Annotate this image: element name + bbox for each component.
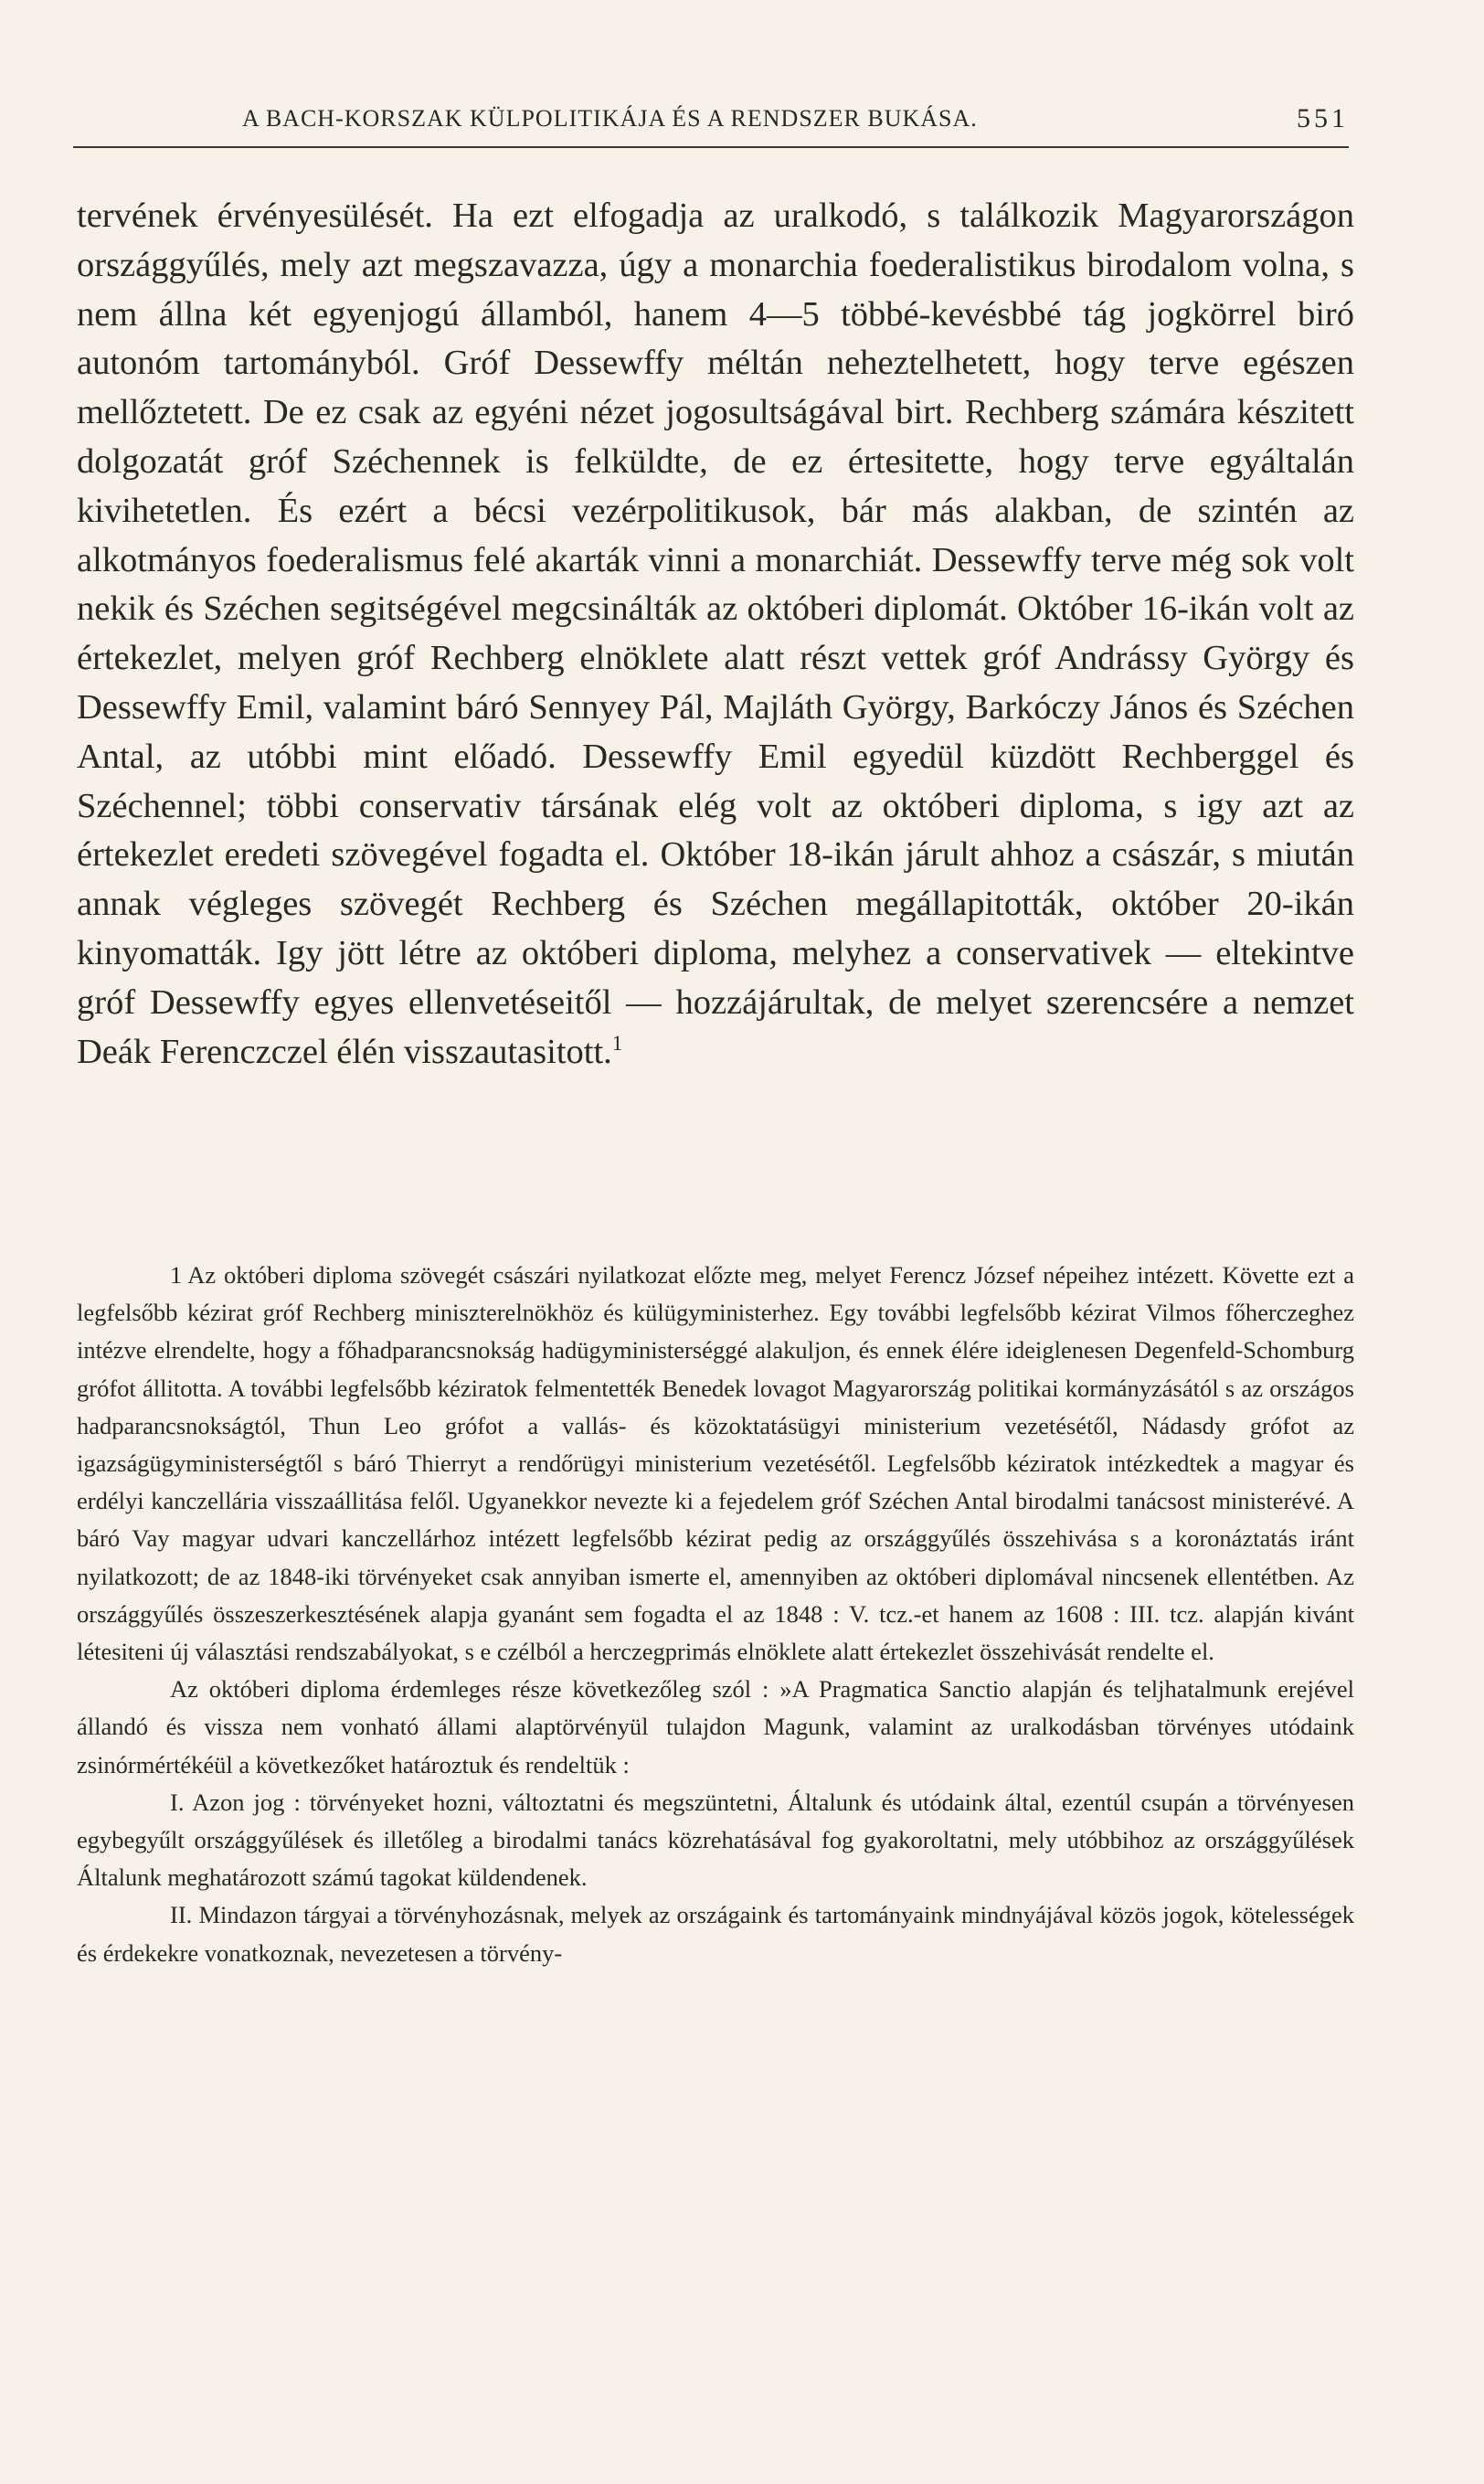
header-title: A BACH-KORSZAK KÜLPOLITIKÁJA ÉS A RENDSZER BUKÁSA.: [242, 105, 978, 132]
footnotes: [77, 1257, 1354, 1972]
running-header: [73, 91, 1349, 148]
footnote-text: Az októberi diploma szövegét császári nyilatkozat előzte meg, melyet Ferencz József népeihez intézett. Követte ezt a legfelsőbb kézirat gróf Rechberg miniszterelnökhöz és külügyministerhez. Egy további legfelsőbb kézirat Vilmos főherczeghez intézve elrendelte, hogy a főhadparancsnokság hadügyministerséggé alakuljon, és ennek élére ideiglenesen Degenfeld-Schomburg grófot állitotta. A további legfelsőbb kéziratok felmentették Benedek lovagot Magyarország politikai kormányzásától s az országos hadparancsnokságtól, Thun Leo grófot a vallás- és közoktatásügyi ministerium vezetésétől, Nádasdy grófot az igazságügyministerségtől s báró Thierryt a rendőrügyi ministerium vezetésétől. Legfelsőbb kéziratok intézkedtek a magyar és erdélyi kanczellária visszaállitása felől. Ugyanekkor nevezte ki a fejedelem gróf Széchen Antal birodalmi tanácsost ministerévé. A báró Vay magyar udvari kanczellárhoz intézett legfelsőbb kézirat pedig az országgyűlés összehivása s a koronáztatás iránt nyilatkozott; de az 1848-iki törvényeket csak annyiban ismerte el, amennyiben az októberi diplomával nincsenek ellentétben. Az országgyűlés összeszerkesztésének alapja gyanánt sem fogadta el az 1848 : V. tcz.-et hanem az 1608 : III. tcz. alapján kivánt létesiteni új választási rendszabályokat, s e czélból a herczegprimás elnöklete alatt értekezlet összehivását rendelte el.: [77, 1261, 1354, 1666]
footnote-reference[interactable]: 1: [611, 1030, 623, 1055]
page-number: 551: [1297, 103, 1349, 133]
footnote-mark: 1: [170, 1261, 183, 1289]
body-paragraph-text: tervének érvényesülését. Ha ezt elfogadja az uralkodó, s találkozik Magyarországon országgyűlés, mely azt megszavazza, úgy a monarchia foederalistikus birodalom volna, s nem állna két egyenjogú államból, hanem 4—5 többé-kevésbbé tág jogkörrel biró autonóm tartományból. Gróf Dessewffy méltán neheztelhetett, hogy terve egészen mellőztetett. De ez csak az egyéni nézet jogosultságával birt. Rechberg számára készitett dolgozatát gróf Széchennek is felküldte, de ez értesitette, hogy terve egyáltalán kivihetetlen. És ezért a bécsi vezérpolitikusok, bár más alakban, de szintén az alkotmányos foederalismus felé akarták vinni a monarchiát. Dessewffy terve még sok volt nekik és Széchen segitségével megcsinálták az októberi diplomát. Október 16-ikán volt az értekezlet, melyen gróf Rechberg elnöklete alatt részt vettek gróf Andrássy György és Dessewffy Emil, valamint báró Sennyey Pál, Majláth György, Barkóczy János és Széchen Antal, az utóbbi mint előadó. Dessewffy Emil egyedül küzdött Rechberggel és Széchennel; többi conservativ társának elég volt az októberi diploma, s igy azt az értekezlet eredeti szövegével fogadta el. Október 18-ikán járult ahhoz a császár, s miután annak végleges szövegét Rechberg és Széchen megállapitották, október 20-ikán kinyomatták. Igy jött létre az októberi diploma, melyhez a conservativek — eltekintve gróf Dessewffy egyes ellenvetéseitől — hozzájárultak, de melyet szerencsére a nemzet Deák Ferenczczel élén visszautasitott.: [77, 196, 1354, 1071]
footnote-paragraph: II. Mindazon tárgyai a törvényhozásnak, melyek az országaink és tartományaink mindnyájával közös jogok, kötelességek és érdekekre vonatkoznak, nevezetesen a törvény-: [77, 1901, 1354, 1967]
footnote-paragraph: Az októberi diploma érdemleges része következőleg szól : »A Pragmatica Sanctio alapján és teljhatalmunk erejével állandó és vissza nem vonható állami alaptörvényül tulajdon Magunk, valamint az uralkodásban törvényes utódaink zsinórmértékéül a következőket határoztuk és rendeltük :: [77, 1675, 1354, 1778]
footnote-paragraph: I. Azon jog : törvényeket hozni, változtatni és megszüntetni, Általunk és utódaink által, ezentúl csupán a törvényesen egybegyűlt országgyűlések és illetőleg a birodalmi tanács közrehatásával fog gyakoroltatni, mely utóbbihoz az országgyűlések Általunk meghatározott számú tagokat küldendenek.: [77, 1788, 1354, 1892]
body-paragraph: [77, 192, 1354, 1077]
footnote-paragraph: [77, 1257, 1354, 1671]
main-text: [77, 192, 1354, 1077]
